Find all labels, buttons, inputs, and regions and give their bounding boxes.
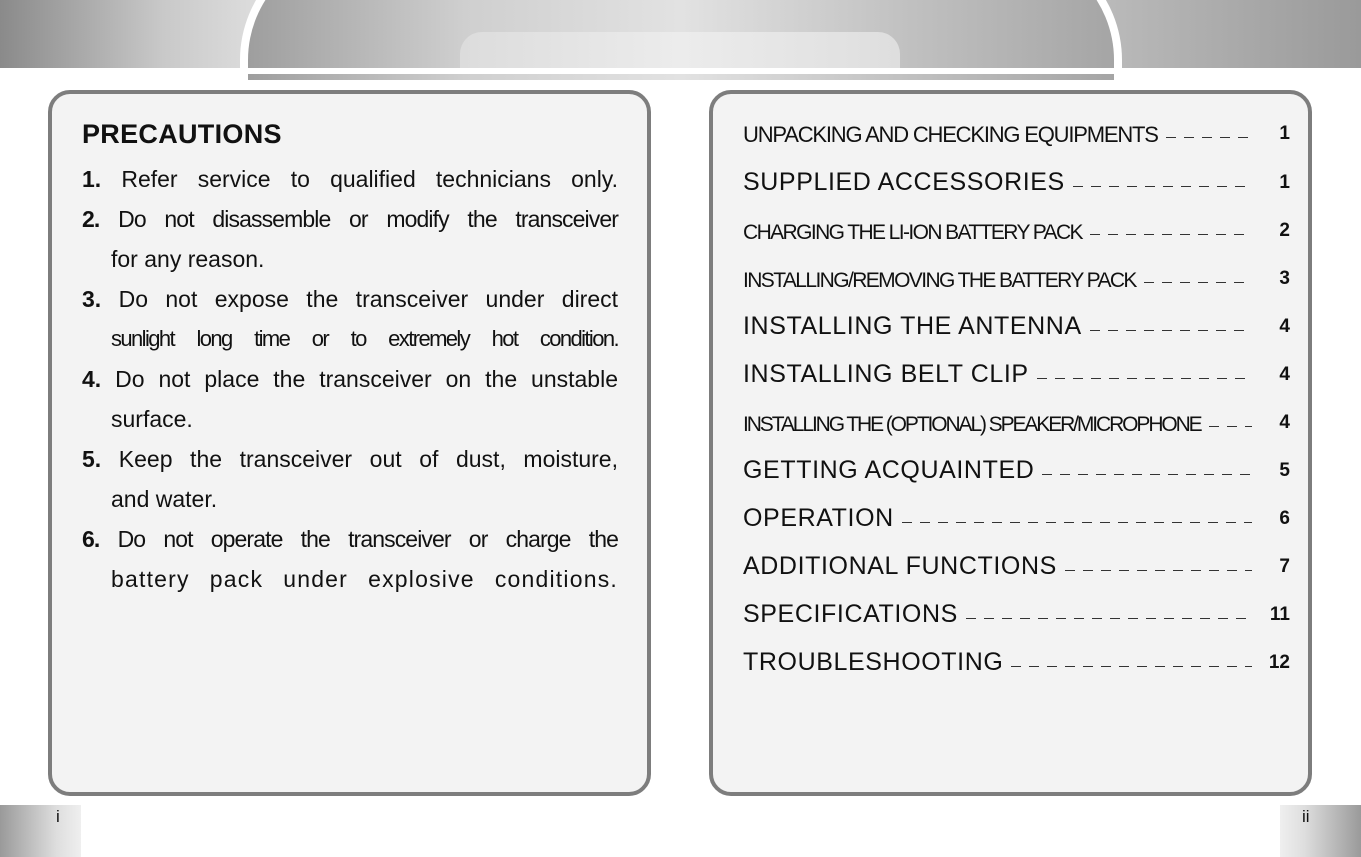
precaution-number: 5.	[82, 446, 102, 472]
toc-page-number: 4	[1279, 316, 1290, 337]
toc-entry[interactable]	[743, 355, 1290, 387]
toc-entry[interactable]	[743, 114, 1290, 146]
toc-leader	[1090, 330, 1252, 331]
precaution-item-3	[82, 284, 618, 314]
toc-label: OPERATION	[743, 504, 894, 532]
precaution-item-4	[82, 364, 618, 394]
header-divider	[0, 68, 1361, 74]
precaution-text: Do not place the transceiver on the unstable	[115, 366, 619, 392]
precaution-item-3-cont: sunlight long time or to extremely hot condition.	[111, 326, 618, 351]
toc-entry[interactable]	[743, 307, 1290, 339]
toc-label: ADDITIONAL FUNCTIONS	[743, 552, 1057, 580]
toc-label: INSTALLING BELT CLIP	[743, 360, 1029, 388]
toc-page-number: 2	[1279, 220, 1290, 241]
toc-page-number: 1	[1279, 172, 1290, 193]
precaution-text: Refer service to qualified technicians only.	[121, 166, 618, 192]
toc-entry[interactable]	[743, 259, 1290, 291]
toc-entry[interactable]	[743, 163, 1290, 195]
precaution-text: Do not expose the transceiver under direct	[118, 286, 619, 312]
precautions-panel	[48, 90, 651, 796]
toc-page-number: 4	[1279, 364, 1290, 385]
precaution-item-4-cont: surface.	[111, 406, 193, 432]
precaution-item-6	[82, 524, 618, 554]
toc-entry[interactable]	[743, 403, 1290, 435]
toc-page-number: 4	[1279, 412, 1290, 433]
toc-leader	[1065, 570, 1252, 571]
toc-leader	[1073, 186, 1252, 187]
toc-label: GETTING ACQUAINTED	[743, 456, 1035, 484]
toc-entry[interactable]	[743, 451, 1290, 483]
precaution-text: Do not disassemble or modify the transceiver	[118, 206, 618, 232]
toc-page-number: 12	[1268, 652, 1290, 673]
precaution-item-5-cont: and water.	[111, 486, 218, 512]
left-page-number: i	[56, 807, 60, 826]
precaution-text: Keep the transceiver out of dust, moisture,	[118, 446, 618, 472]
toc-leader	[1090, 234, 1252, 235]
toc-label: INSTALLING THE (OPTIONAL) SPEAKER/MICROPHONE	[743, 413, 1201, 436]
precaution-item-1	[82, 164, 618, 194]
toc-label: TROUBLESHOOTING	[743, 648, 1004, 676]
precaution-number: 4.	[82, 366, 102, 392]
toc-label: SUPPLIED ACCESSORIES	[743, 168, 1065, 196]
header-tab	[460, 32, 900, 68]
precaution-number: 6.	[82, 526, 100, 552]
toc-leader	[966, 618, 1252, 619]
toc-page-number: 5	[1279, 460, 1290, 481]
toc-leader	[1209, 426, 1252, 427]
toc-leader	[1037, 378, 1252, 379]
toc-page-number: 6	[1279, 508, 1290, 529]
toc-label: INSTALLING/REMOVING THE BATTERY PACK	[743, 269, 1136, 292]
toc-leader	[902, 522, 1252, 523]
precaution-item-2	[82, 204, 618, 234]
footer-right-tab	[1280, 805, 1361, 857]
precaution-item-5	[82, 444, 618, 474]
toc-label: SPECIFICATIONS	[743, 600, 958, 628]
toc-page-number: 1	[1279, 123, 1290, 144]
toc-entry[interactable]	[743, 595, 1290, 627]
toc-label: UNPACKING AND CHECKING EQUIPMENTS	[743, 122, 1158, 147]
toc-leader	[1166, 137, 1252, 138]
toc-page-number: 3	[1279, 268, 1290, 289]
precaution-number: 3.	[82, 286, 102, 312]
precautions-title: PRECAUTIONS	[82, 119, 282, 149]
toc-leader	[1042, 474, 1252, 475]
toc-entry[interactable]	[743, 211, 1290, 243]
precaution-number: 2.	[82, 206, 100, 232]
precaution-item-6-cont: battery pack under explosive conditions.	[111, 566, 618, 592]
precaution-number: 1.	[82, 166, 102, 192]
precaution-text: Do not operate the transceiver or charge the	[117, 526, 618, 552]
toc-label: CHARGING THE LI-ION BATTERY PACK	[743, 221, 1082, 244]
toc-entry[interactable]	[743, 547, 1290, 579]
toc-entry[interactable]	[743, 499, 1290, 531]
toc-page-number: 11	[1269, 604, 1290, 625]
toc-leader	[1144, 282, 1252, 283]
precaution-item-2-cont: for any reason.	[111, 246, 265, 272]
right-page-number: ii	[1302, 807, 1310, 826]
toc-page-number: 7	[1279, 556, 1290, 577]
toc-entry[interactable]	[743, 643, 1290, 675]
toc-label: INSTALLING THE ANTENNA	[743, 312, 1082, 340]
footer-left-tab	[0, 805, 81, 857]
toc-leader	[1011, 666, 1252, 667]
